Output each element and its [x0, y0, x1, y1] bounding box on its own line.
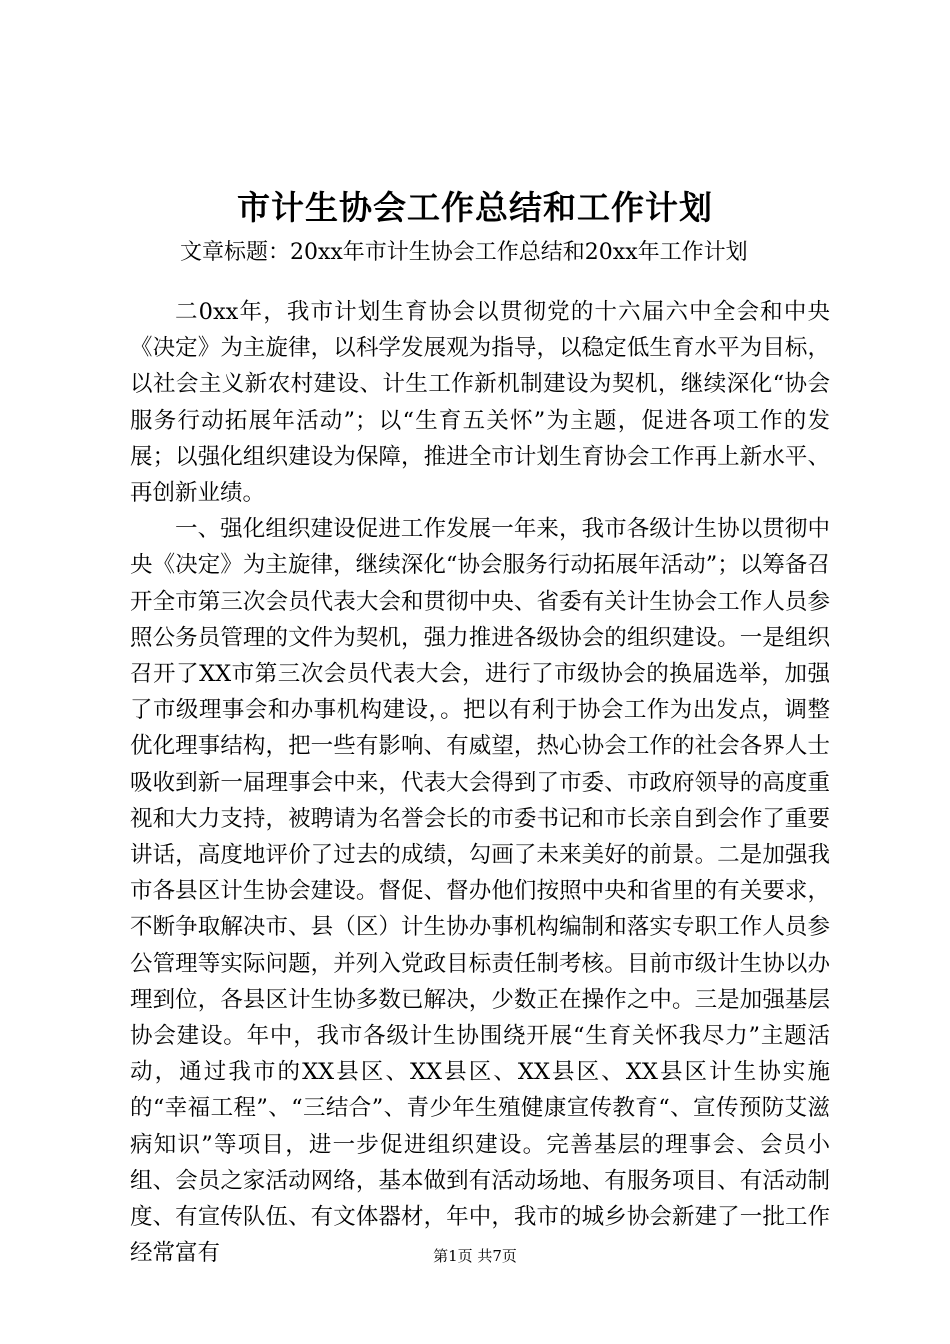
page-title: 市计生协会工作总结和工作计划: [237, 188, 713, 227]
document-body: [130, 294, 830, 1271]
article-subtitle: 文章标题：20xx年市计生协会工作总结和20xx年工作计划: [180, 240, 748, 265]
page-number-footer: 第1页 共7页: [433, 1247, 517, 1265]
body-paragraph-section-one: 一、强化组织建设促进工作发展一年来，我市各级计生协以贯彻中央《决定》为主旋律，继续深化“协会服务行动拓展年活动”；以筹备召开全市第三次会员代表大会和贯彻中央、省委有关计生协会工作人员参照公务员管理的文件为契机，强力推进各级协会的组织建设。一是组织召开了XX市第三次会员代表大会，进行了市级协会的换届选举，加强了市级理事会和办事机构建设，。把以有利于协会工作为出发点，调整优化理事结构，把一些有影响、有威望，热心协会工作的社会各界人士吸收到新一届理事会中来，代表大会得到了市委、市政府领导的高度重视和大力支持，被聘请为名誉会长的市委书记和市长亲自到会作了重要讲话，高度地评价了过去的成绩，勾画了未来美好的前景。二是加强我市各县区计生协会建设。督促、督办他们按照中央和省里的有关要求，不断争取解决市、县（区）计生协办事机构编制和落实专职工作人员参公管理等实际问题，并列入党政目标责任制考核。目前市级计生协以办理到位，各县区计生协多数已解决，少数正在操作之中。三是加强基层协会建设。年中，我市各级计生协围绕开展“生育关怀我尽力”主题活动，通过我市的XX县区、XX县区、XX县区、XX县区计生协实施的“幸福工程”、“三结合”、青少年生殖健康宣传教育“、宣传预防艾滋病知识”等项目，进一步促进组织建设。完善基层的理事会、会员小组、会员之家活动网络，基本做到有活动场地、有服务项目、有活动制度、有宣传队伍、有文体器材，年中，我市的城乡协会新建了一批工作经常富有: [130, 516, 830, 1267]
body-paragraph-intro: 二0xx年，我市计划生育协会以贯彻党的十六届六中全会和中央《决定》为主旋律，以科学发展观为指导，以稳定低生育水平为目标，以社会主义新农村建设、计生工作新机制建设为契机，继续深化“协会服务行动拓展年活动”；以“生育五关怀”为主题，促进各项工作的发展；以强化组织建设为保障，推进全市计划生育协会工作再上新水平、再创新业绩。: [130, 299, 830, 507]
